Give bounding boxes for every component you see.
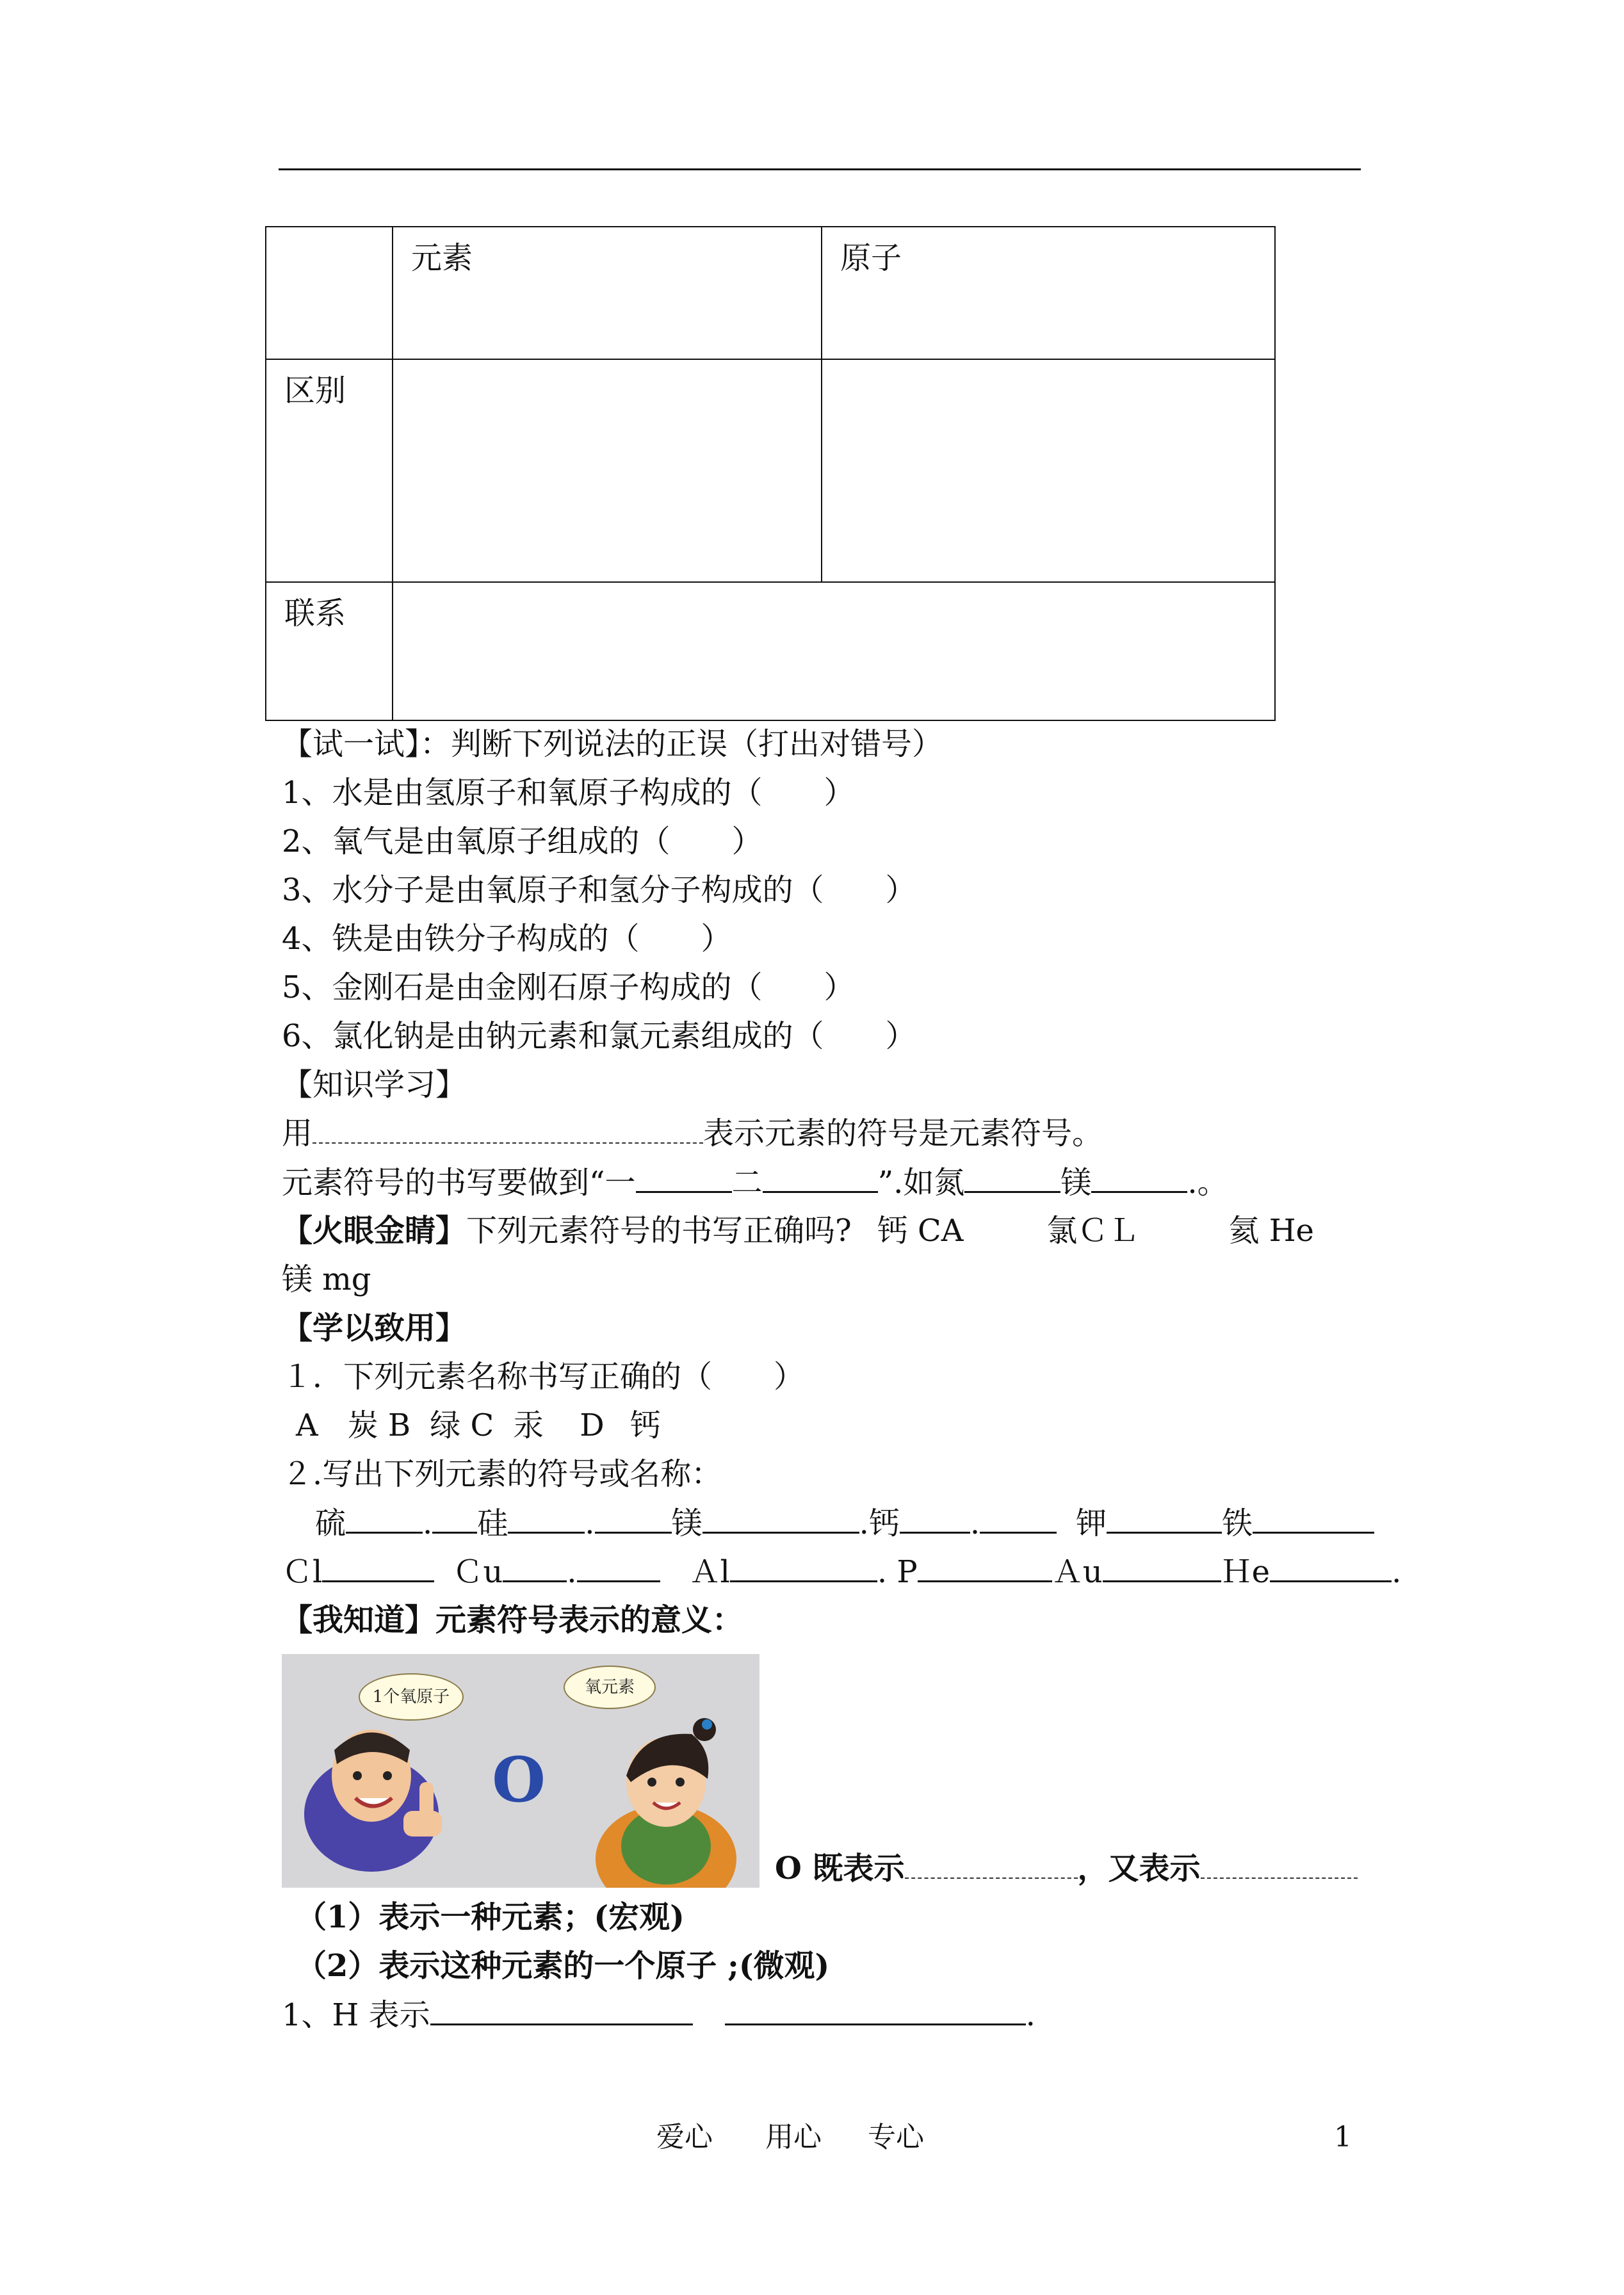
he-label: Ｈe [1221,1554,1271,1590]
cartoon-figures [282,1654,759,1888]
try-title: 【试一试】 [282,726,421,762]
table-cell-diff-element [393,359,822,582]
p-label: . P [877,1554,918,1590]
bubble-left: 1个氧原子 [359,1673,464,1721]
option-c: 绿 C [430,1407,494,1443]
potassium-label: 钾 [1076,1505,1107,1541]
option-d: D [580,1407,605,1443]
table-row-label-link: 联系 [266,582,393,720]
apply-q1-options [296,1405,661,1446]
knowledge-line2-d: 镁 [1060,1165,1092,1201]
try-item-3: 3、水分子是由氧原子和氢分子构成的（ ） [282,872,916,908]
knowledge-line2-a: 元素符号的书写要做到“一 [282,1165,636,1201]
blank-iron [1253,1502,1374,1534]
caption-mid: ，又表示 [1077,1851,1201,1886]
header-rule [279,168,1361,170]
option-mercury: 汞 [513,1407,544,1443]
try-intro: ：判断下列说法的正误（打出对错号） [420,726,943,762]
try-heading [282,724,943,765]
calcium-label: .钙 [859,1505,900,1541]
h-line-label: 1、H 表示 [282,1997,430,2033]
knowledge-line2-c: ”.如氮 [877,1165,965,1201]
cu-label: Ｃu [452,1554,503,1590]
blank-magnesium-name [702,1502,859,1534]
au-label: Ａu [1052,1554,1103,1590]
blank-calcium [900,1502,970,1534]
try-item-5: 5、金刚石是由金刚石原子构成的（ ） [282,969,855,1005]
knowledge-line1-post: 表示元素的符号是元素符号。 [703,1115,1103,1151]
oxygen-symbol: O [492,1744,546,1816]
magnesium-label: 镁 [671,1505,702,1541]
blank-rule-2 [763,1162,878,1193]
sulfur-label: 硫 [315,1505,346,1541]
bubble-right: 氧元素 [564,1666,656,1709]
blank-au [1103,1551,1221,1582]
silicon-label: 硅 [477,1505,508,1541]
iron-label: 铁 [1222,1505,1253,1541]
sharp-question: 下列元素符号的书写正确吗? [466,1213,852,1249]
blank-cl [322,1551,434,1582]
apply-q2: ２.写出下列元素的符号或名称： [282,1456,722,1492]
blank-p [918,1551,1052,1582]
sharp-item-last: 镁 mg [282,1261,371,1297]
sep-dot: . [970,1505,980,1541]
blank-o-meaning-2 [1201,1848,1358,1879]
knowledge-line-1 [282,1113,1103,1154]
blank-h-1 [430,1994,693,2025]
footer-text-1: 爱心 [656,2121,713,2153]
sharp-item-2: 氯ＣＬ [1046,1213,1139,1249]
blank-symbol-def [313,1113,703,1144]
blank-silicon [508,1502,585,1534]
blank-cu [503,1551,567,1582]
knowledge-line2-b: 二 [731,1165,763,1201]
table-header-element: 元素 [393,227,822,359]
meaning-point-2: （2）表示这种元素的一个原子 ;(微观) [296,1948,830,1984]
sep-dot: . [423,1505,433,1541]
footer-text-3: 专心 [868,2121,924,2153]
option-b: 炭 B [347,1407,411,1443]
try-item-6: 6、氯化钠是由钠元素和氯元素组成的（ ） [282,1018,916,1054]
sharp-eye-line [282,1210,1314,1251]
apply-q1: １．下列元素名称书写正确的（ ） [282,1359,805,1395]
blank-o-meaning-1 [905,1848,1078,1879]
footer-text-2: 用心 [765,2121,822,2153]
try-item-1: 1、水是由氢原子和氧原子构成的（ ） [282,775,855,811]
sharp-title: 【火眼金睛】 [282,1213,467,1249]
sep-dot: . [1392,1554,1402,1590]
sep-dot: . [585,1505,595,1541]
knowledge-line2-e: .。 [1187,1165,1228,1201]
blank-rule-1 [636,1162,732,1193]
knowledge-line1-pre: 用 [282,1115,313,1151]
blank-he [1270,1551,1392,1582]
blank-cu-2 [577,1551,660,1582]
blank-potassium [1107,1502,1222,1534]
try-item-2: 2、氧气是由氧原子组成的（ ） [282,823,763,859]
sep-dot: . [567,1554,577,1590]
apply-row-1 [315,1502,1374,1544]
h-line-end: . [1025,1997,1035,2033]
table-cell-diff-atom [822,359,1275,582]
apply-title: 【学以致用】 [282,1310,467,1346]
cl-label: Ｃl [282,1554,323,1590]
table-cell-link [393,582,1275,720]
table-corner-cell [266,227,393,359]
blank-magnesium [1091,1162,1187,1193]
sharp-item-3: 氦 He [1228,1213,1314,1249]
blank-silicon-2 [595,1502,672,1534]
blank-sulfur [346,1502,423,1534]
caption-pre: O 既表示 [775,1851,905,1886]
blank-sulfur-2 [432,1502,477,1534]
blank-h-2 [725,1994,1026,2025]
table-header-atom: 原子 [822,227,1275,359]
meaning-caption [775,1848,1358,1889]
page-number: 1 [1334,2121,1352,2153]
girl-figure [596,1718,736,1888]
option-calcium: 钙 [629,1407,661,1443]
apply-row-2 [282,1551,1401,1593]
table-row-label-diff: 区别 [266,359,393,582]
sharp-item-1: 钙 CA [877,1213,964,1249]
element-atom-table [265,226,1276,721]
meaning-point-1: （1）表示一种元素；(宏观) [296,1899,685,1935]
boy-figure [304,1730,442,1872]
meaning-title: 【我知道】元素符号表示的意义： [282,1602,743,1638]
knowledge-line-2 [282,1162,1228,1203]
al-label: Ａl [689,1554,730,1590]
cartoon-illustration [282,1654,759,1888]
blank-calcium-2 [980,1502,1057,1534]
blank-al [730,1551,877,1582]
h-meaning-line [282,1994,1035,2036]
blank-nitrogen [964,1162,1060,1193]
option-a: A [296,1407,318,1443]
try-item-4: 4、铁是由铁分子构成的（ ） [282,921,732,957]
knowledge-title: 【知识学习】 [282,1067,467,1103]
